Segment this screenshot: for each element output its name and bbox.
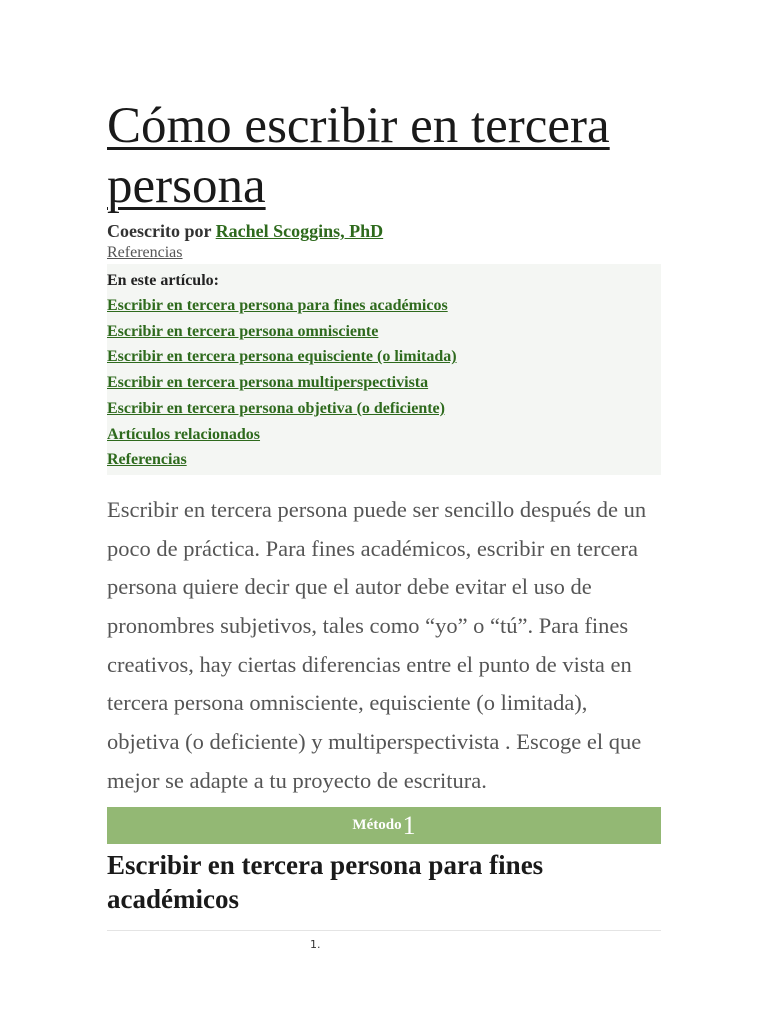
article-title[interactable]: Cómo escribir en tercera persona: [107, 98, 610, 214]
toc-item-limited[interactable]: Escribir en tercera persona equisciente (o limitada): [107, 348, 457, 366]
step-list: [107, 931, 661, 961]
toc-item-multiperspective[interactable]: Escribir en tercera persona multiperspectivista: [107, 374, 429, 392]
toc-item-related-articles[interactable]: Artículos relacionados: [107, 425, 261, 443]
toc-heading: En este artículo:: [107, 272, 219, 289]
references-link-top[interactable]: Referencias: [107, 244, 183, 261]
toc-item-omniscient[interactable]: Escribir en tercera persona omnisciente: [107, 322, 379, 340]
method-label: Método: [352, 816, 402, 833]
toc-item-objective[interactable]: Escribir en tercera persona objetiva (o deficiente): [107, 399, 445, 417]
toc-list: [107, 293, 661, 473]
coauthor-line: [107, 220, 661, 242]
toc-item-references[interactable]: Referencias: [107, 451, 187, 469]
step-number: 1.: [310, 937, 321, 951]
method-title: Escribir en tercera persona para fines académicos: [107, 849, 544, 914]
coauthor-prefix: Coescrito por: [107, 221, 212, 241]
method-number: 1: [402, 810, 416, 840]
article-page: [107, 96, 661, 961]
method-banner: [107, 807, 661, 844]
table-of-contents: [107, 264, 661, 475]
intro-paragraph: Escribir en tercera persona puede ser sencillo después de un poco de práctica. Para fines académicos, escribir en tercera persona quiere decir que el autor debe evitar el uso de pronombres subjetivos, tales como “yo” o “tú”. Para fines creativos, hay ciertas diferencias entre el punto de vista en tercera persona omnisciente, equisciente (o limitada), objetiva (o deficiente) y multiperspectivista . Escoge el que mejor se adapte a tu proyecto de escritura.: [107, 496, 647, 793]
toc-item-academic[interactable]: Escribir en tercera persona para fines académicos: [107, 297, 448, 314]
coauthor-link[interactable]: Rachel Scoggins, PhD: [215, 221, 384, 241]
